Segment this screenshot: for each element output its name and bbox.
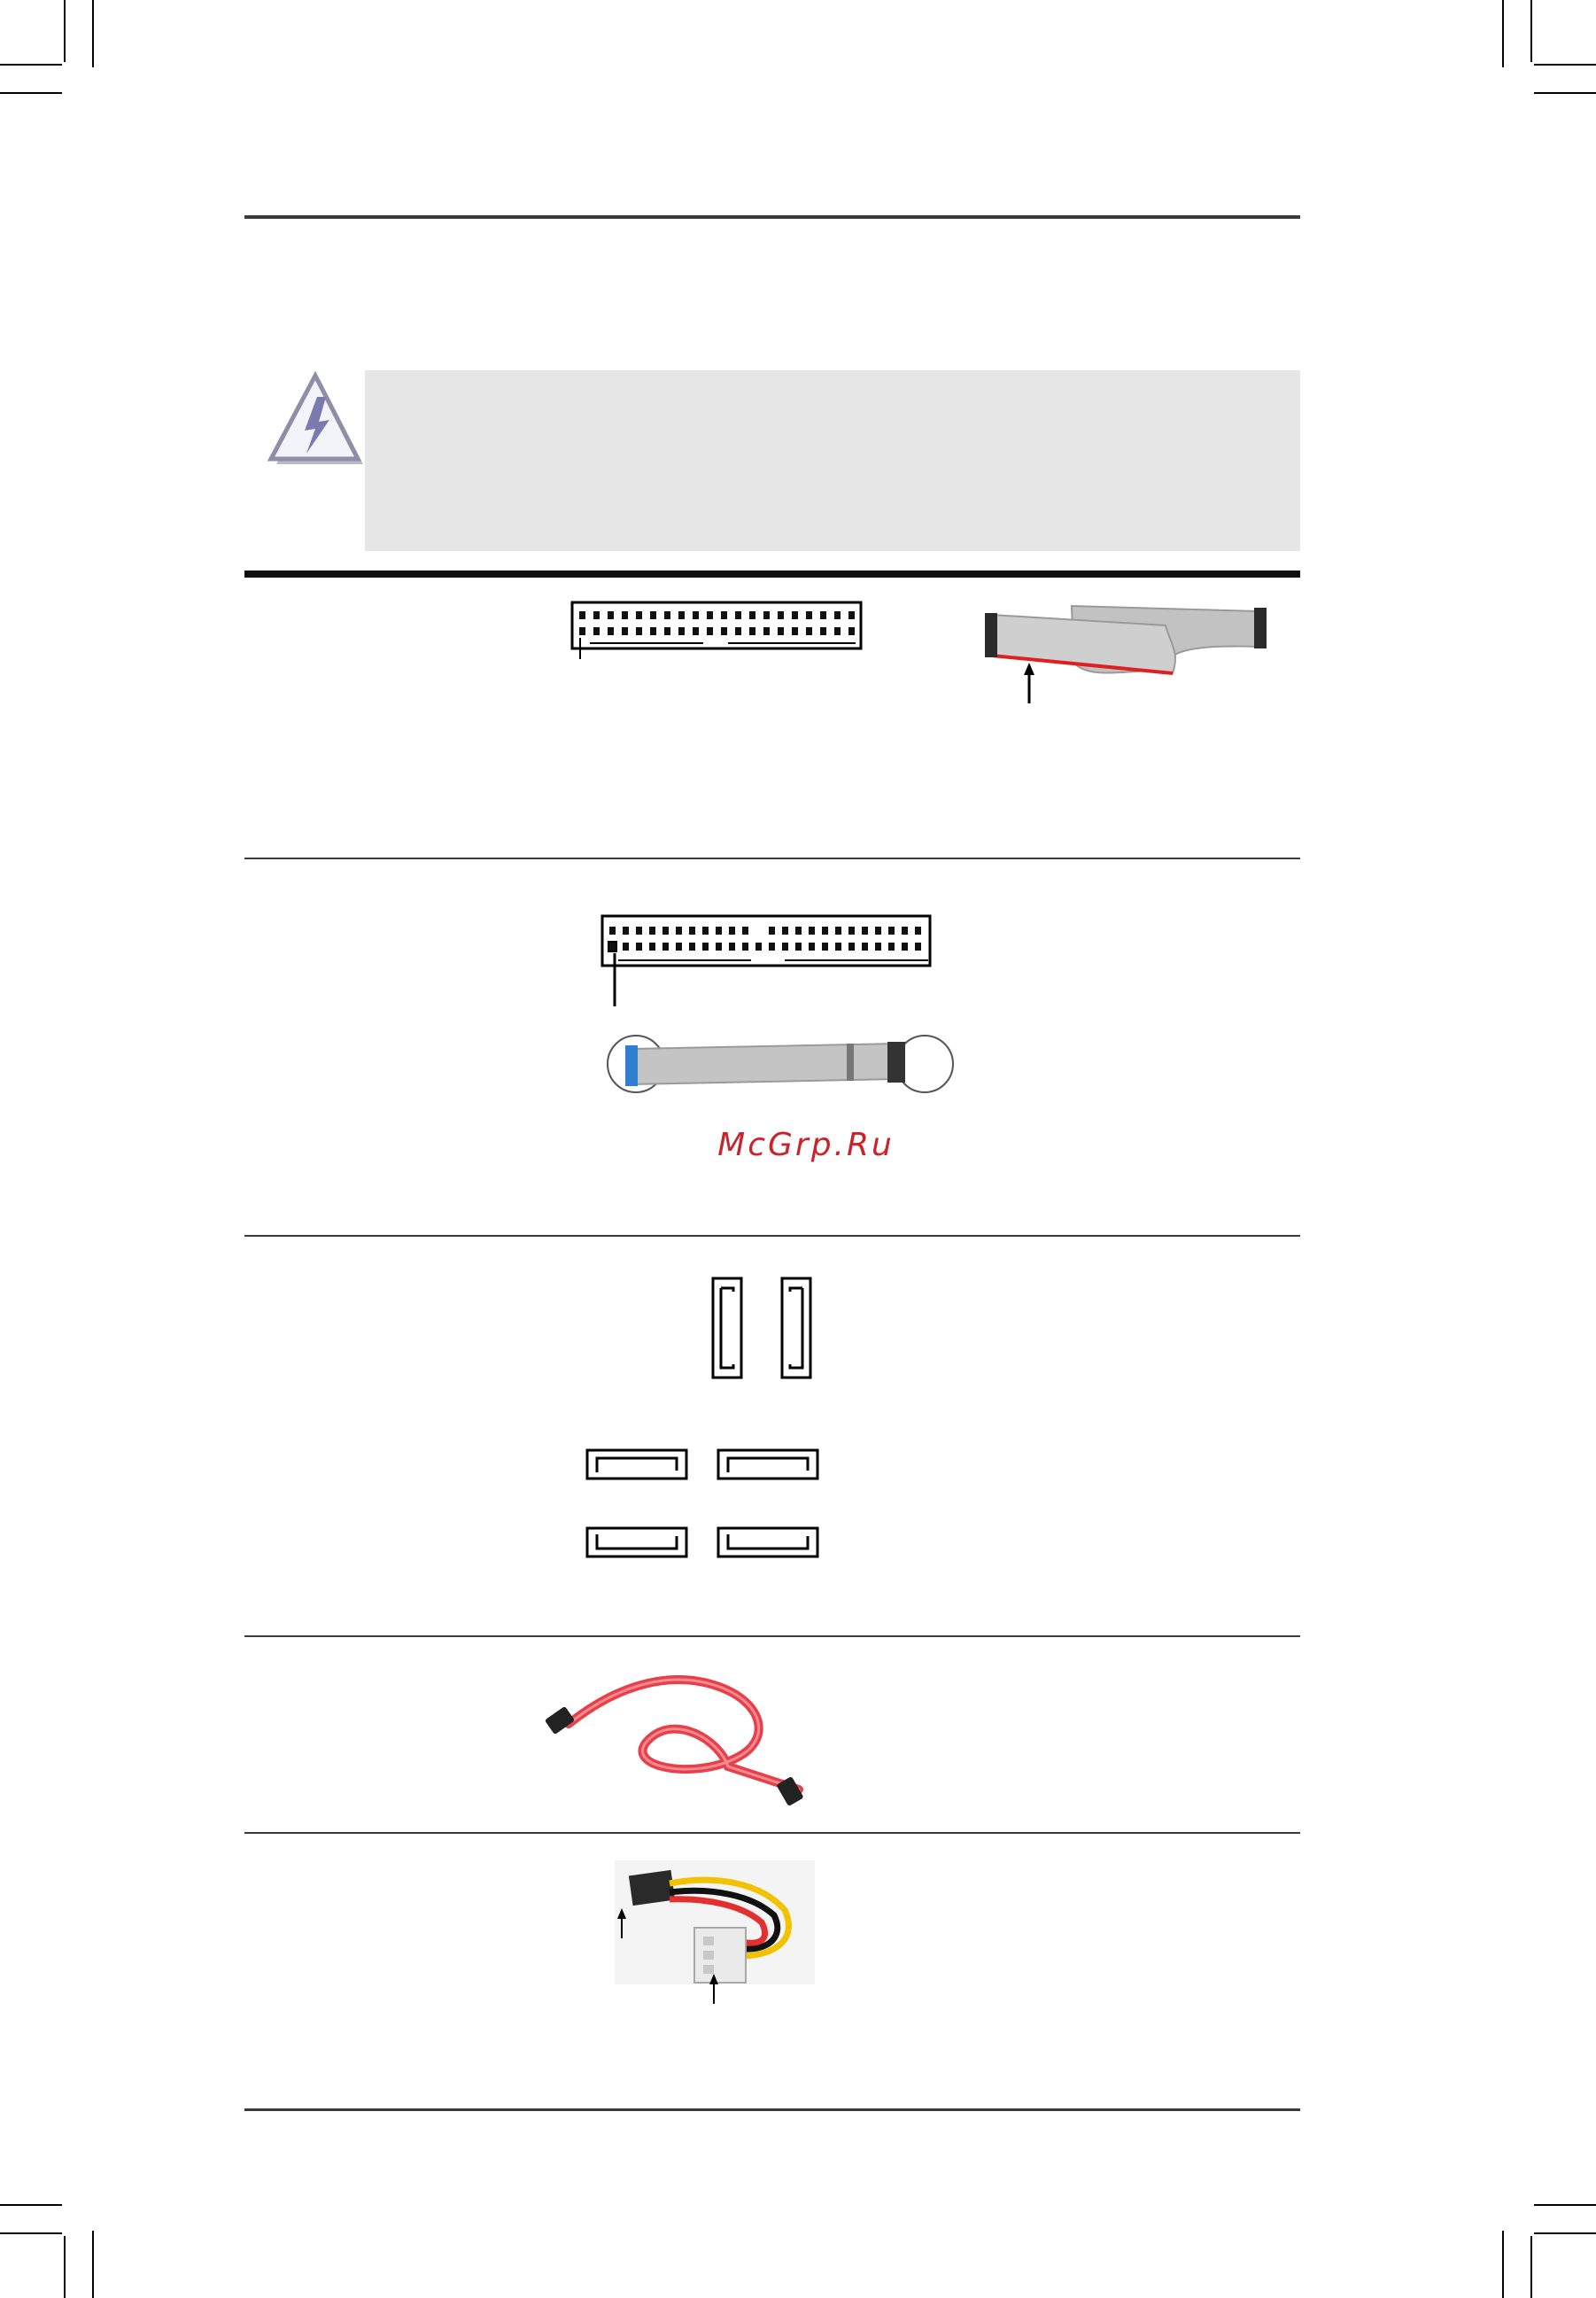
ide-connector-diagram (600, 914, 934, 1012)
floppy-cable-photo (983, 599, 1275, 705)
section-rule-4 (244, 1832, 1300, 1834)
sata-horizontal-connectors-top (585, 1448, 824, 1483)
section-rule-thick (244, 571, 1300, 578)
ide-cable-photo (604, 1033, 955, 1099)
sata-cable-photo (542, 1669, 817, 1811)
header-rule (244, 215, 1300, 219)
section-rule-2 (244, 1235, 1300, 1237)
lightning-warning-icon (266, 372, 365, 468)
sata-vertical-connectors (710, 1276, 817, 1382)
floppy-connector-diagram (570, 601, 863, 663)
watermark-text: McGrp.Ru (717, 1127, 895, 1163)
sata-power-adapter-photo (611, 1857, 824, 2007)
section-rule-1 (244, 858, 1300, 859)
section-rule-3 (244, 1635, 1300, 1637)
caution-note-box (365, 370, 1300, 551)
footer-rule (244, 2108, 1300, 2111)
sata-horizontal-connectors-bottom (585, 1526, 824, 1561)
